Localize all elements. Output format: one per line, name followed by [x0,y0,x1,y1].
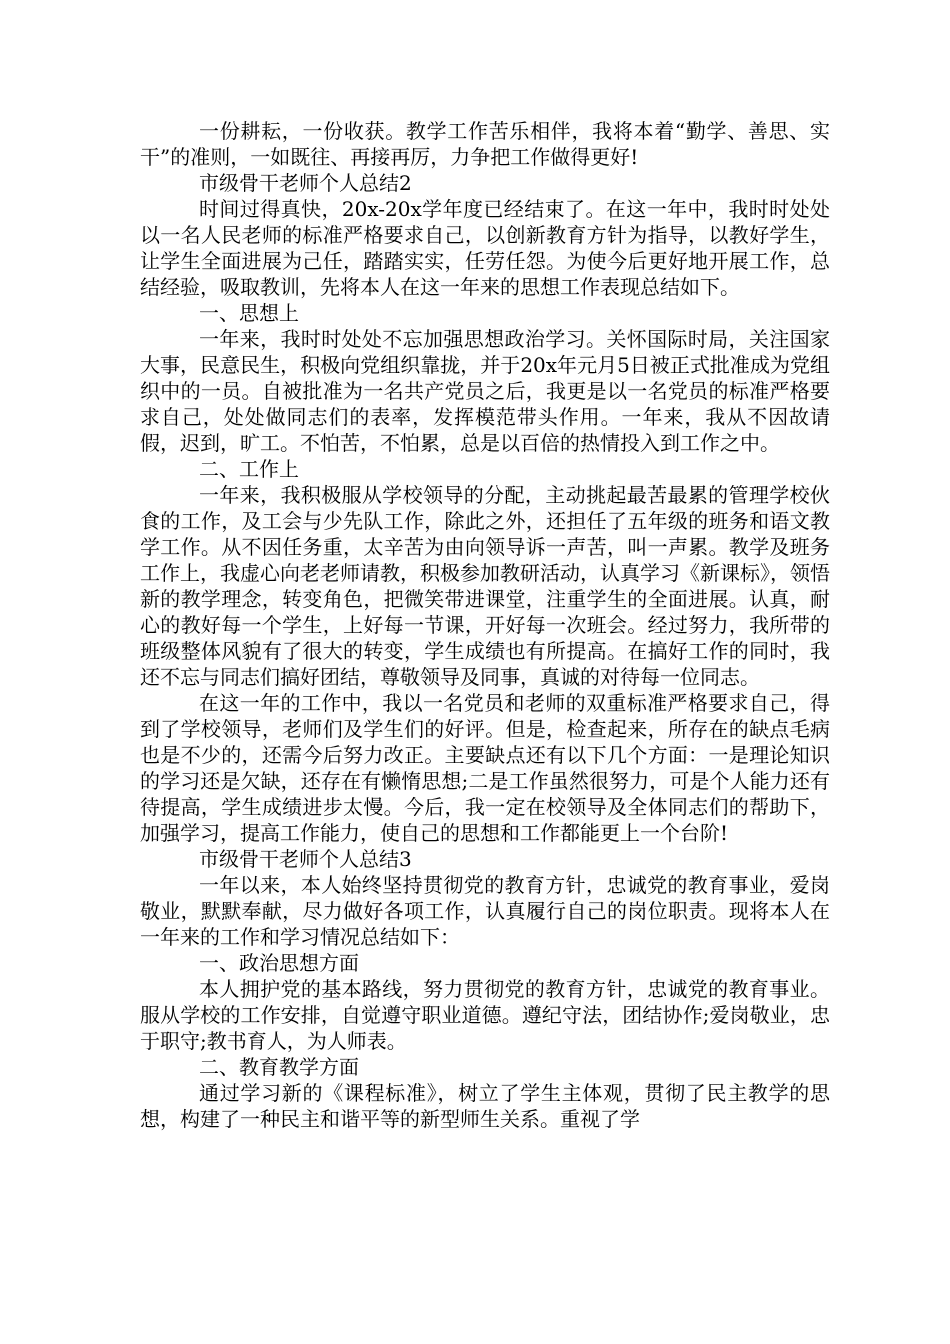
paragraph: 在这一年的工作中，我以一名党员和老师的双重标准严格要求自己，得到了学校领导，老师们及学生们的好评。但是，检查起来，所存在的缺点毛病也是不少的，还需今后努力改正。主要缺点还有以下几个方面：一是理论知识的学习还是欠缺，还存在有懒惰思想;二是工作虽然很努力，可是个人能力还有待提高，学生成绩进步太慢。今后，我一定在校领导及全体同志们的帮助下，加强学习，提高工作能力，使自己的思想和工作都能更上一个台阶! [140,691,830,845]
section-heading: 一、思想上 [199,301,299,325]
paragraph: 一份耕耘，一份收获。教学工作苦乐相伴，我将本着“勤学、善思、实干”的准则，一如既往、再接再厉，力争把工作做得更好! [140,119,830,169]
section-heading: 二、教育教学方面 [199,1055,359,1079]
paragraph: 通过学习新的《课程标准》，树立了学生主体观，贯彻了民主教学的思想，构建了一种民主和谐平等的新型师生关系。重视了学 [140,1081,830,1131]
section-heading: 一、政治思想方面 [199,951,359,975]
paragraph: 一年以来，本人始终坚持贯彻党的教育方针，忠诚党的教育事业，爱岗敬业，默默奉献，尽力做好各项工作，认真履行自己的岗位职责。现将本人在一年来的工作和学习情况总结如下： [140,873,830,949]
paragraph: 时间过得真快，20x-20x学年度已经结束了。在这一年中，我时时处处以一名人民老师的标准严格要求自己，以创新教育方针为指导，以教好学生，让学生全面进展为己任，踏踏实实，任劳任怨。为使今后更好地开展工作，总结经验，吸取教训，先将本人在这一年来的思想工作表现总结如下。 [140,197,830,299]
section-heading: 市级骨干老师个人总结2 [199,171,412,195]
paragraph: 一年来，我积极服从学校领导的分配，主动挑起最苦最累的管理学校伙食的工作，及工会与少先队工作，除此之外，还担任了五年级的班务和语文教学工作。从不因任务重，太辛苦为由向领导诉一声苦，叫一声累。教学及班务工作上，我虚心向老老师请教，积极参加教研活动，认真学习《新课标》，领悟新的教学理念，转变角色，把微笑带进课堂，注重学生的全面进展。认真，耐心的教好每一个学生，上好每一节课，开好每一次班会。经过努力，我所带的班级整体风貌有了很大的转变，学生成绩也有所提高。在搞好工作的同时，我还不忘与同志们搞好团结，尊敬领导及同事，真诚的对待每一位同志。 [140,483,830,689]
document-body [140,118,830,1132]
section-heading: 市级骨干老师个人总结3 [199,847,412,871]
section-heading: 二、工作上 [199,457,299,481]
paragraph: 一年来，我时时处处不忘加强思想政治学习。关怀国际时局，关注国家大事，民意民生，积极向党组织靠拢，并于20x年元月5日被正式批准成为党组织中的一员。自被批准为一名共产党员之后，我更是以一名党员的标准严格要求自己，处处做同志们的表率，发挥模范带头作用。一年来，我从不因故请假，迟到，旷工。不怕苦，不怕累，总是以百倍的热情投入到工作之中。 [140,327,830,455]
paragraph: 本人拥护党的基本路线，努力贯彻党的教育方针，忠诚党的教育事业。服从学校的工作安排，自觉遵守职业道德。遵纪守法，团结协作;爱岗敬业，忠于职守;教书育人，为人师表。 [140,977,830,1053]
